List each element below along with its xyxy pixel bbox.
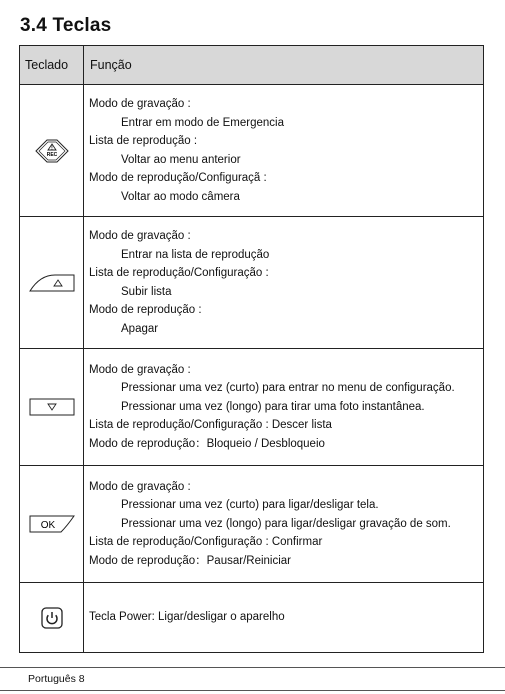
function-mode-line: Lista de reprodução : (89, 135, 198, 147)
ok-key-icon (27, 513, 77, 535)
function-detail-line: Entrar na lista de reprodução (121, 248, 270, 261)
function-cell (84, 349, 484, 466)
table-row (20, 349, 484, 466)
function-mode-line: Tecla Power: Ligar/desligar o aparelho (89, 611, 285, 624)
rec-key-label: REC (46, 151, 57, 158)
function-mode-line: Modo de reprodução : (89, 304, 202, 316)
table-row (20, 583, 484, 653)
table-row (20, 217, 484, 349)
section-title: 3.4 Teclas (20, 15, 112, 36)
function-detail-line: Entrar em modo de Emergencia (121, 116, 284, 129)
keys-table (19, 45, 484, 653)
function-detail-line: Pressionar uma vez (longo) para ligar/desligar gravação de som. (121, 517, 451, 530)
function-mode-line: Lista de reprodução/Configuração : Confirmar (89, 536, 323, 549)
function-mode-line: Modo de reprodução：Pausar/Reiniciar (89, 554, 291, 567)
function-detail-line: Apagar (121, 322, 159, 335)
function-cell (84, 85, 484, 217)
function-detail-line: Pressionar uma vez (curto) para entrar no menu de configuração. (121, 382, 455, 395)
function-mode-line: Modo de gravação : (89, 98, 191, 110)
function-mode-line: Modo de reprodução：Bloqueio / Desbloqueio (89, 437, 325, 450)
column-header-function: Função (84, 46, 484, 85)
function-mode-line: Modo de gravação : (89, 230, 191, 242)
page-footer: Português 8 (28, 673, 85, 685)
function-detail-line: Voltar ao menu anterior (121, 153, 241, 166)
function-mode-line: Lista de reprodução/Configuração : (89, 267, 269, 279)
column-header-key: Teclado (20, 46, 84, 85)
key-cell (20, 217, 84, 349)
function-detail-line: Voltar ao modo câmera (121, 190, 240, 203)
function-detail-line: Subir lista (121, 285, 172, 298)
function-mode-line: Modo de gravação : (89, 480, 191, 493)
function-mode-line: Lista de reprodução/Configuração : Descer lista (89, 419, 332, 432)
up-arrow-key-icon (27, 272, 77, 294)
table-header-row (20, 46, 484, 85)
svg-text:!: ! (50, 145, 53, 151)
footer-divider (0, 667, 505, 668)
key-cell (20, 85, 84, 217)
down-arrow-key-icon (27, 396, 77, 418)
power-key-icon (40, 606, 64, 630)
key-cell (20, 466, 84, 583)
function-detail-line: Pressionar uma vez (longo) para tirar uma foto instantânea. (121, 400, 425, 413)
footer-bottom-divider (0, 690, 505, 691)
function-cell (84, 583, 484, 653)
function-mode-line: Modo de reprodução/Configuraçã : (89, 172, 267, 184)
key-cell (20, 349, 84, 466)
function-mode-line: Modo de gravação : (89, 363, 191, 376)
table-row (20, 466, 484, 583)
key-cell (20, 583, 84, 653)
table-row (20, 85, 484, 217)
ok-key-label: OK (40, 520, 55, 531)
function-cell (84, 466, 484, 583)
rec-emergency-key-icon (34, 137, 70, 165)
function-detail-line: Pressionar uma vez (curto) para ligar/desligar tela. (121, 499, 379, 512)
function-cell (84, 217, 484, 349)
